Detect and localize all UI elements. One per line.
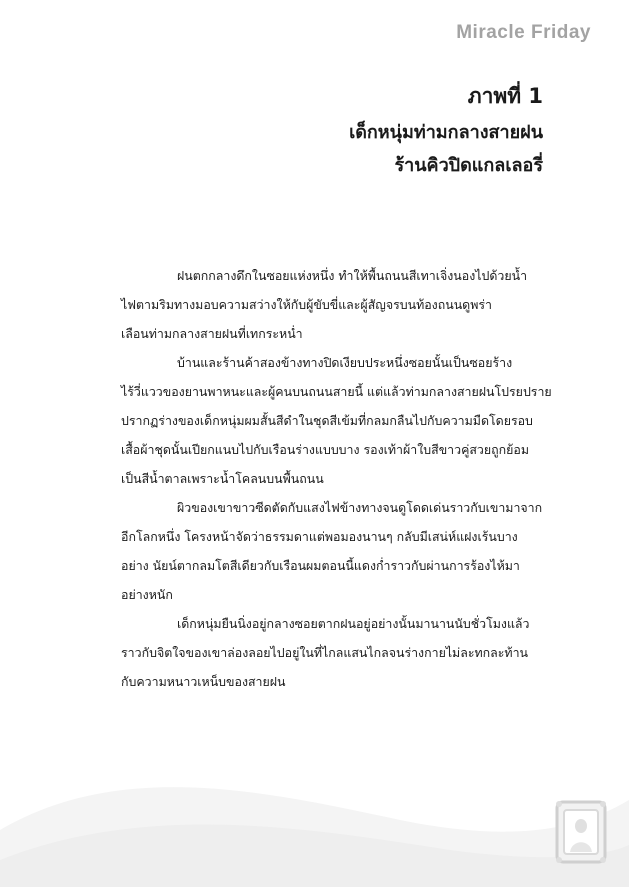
paragraph xyxy=(121,261,558,348)
paragraph xyxy=(121,493,558,609)
chapter-body xyxy=(121,261,558,696)
picture-frame-icon xyxy=(553,799,609,865)
text-line: อย่างหนัก xyxy=(121,587,173,602)
text-line: ปรากฏร่างของเด็กหนุ่มผมสั้นสีดำในชุดสีเข้มที่กลมกลืนไปกับความมืดโดยรอบ xyxy=(121,413,533,428)
text-line: ไร้วี่แววของยานพาหนะและผู้คนบนถนนสายนี้ แต่แล้วท่ามกลางสายฝนโปรยปราย xyxy=(121,384,552,399)
book-title-header: Miracle Friday xyxy=(456,22,591,43)
text-line: เด็กหนุ่มยืนนิ่งอยู่กลางซอยตากฝนอยู่อย่างนั้นมานานนับชั่วโมงแล้ว xyxy=(177,616,530,631)
text-line: ผิวของเขาขาวซีดตัดกับแสงไฟข้างทางจนดูโดดเด่นราวกับเขามาจาก xyxy=(177,500,543,515)
text-line: กับความหนาวเหน็บของสายฝน xyxy=(121,674,286,689)
text-line: บ้านและร้านค้าสองข้างทางปิดเงียบประหนึ่งซอยนั้นเป็นซอยร้าง xyxy=(177,355,513,370)
text-line: เป็นสีน้ำตาลเพราะน้ำโคลนบนพื้นถนน xyxy=(121,471,324,486)
text-line: อีกโลกหนึ่ง โครงหน้าจัดว่าธรรมดาแต่พอมองนานๆ กลับมีเสน่ห์แฝงเร้นบาง xyxy=(121,529,518,544)
chapter-title-line-1: เด็กหนุ่มท่ามกลางสายฝน xyxy=(349,122,543,143)
paragraph xyxy=(121,348,558,493)
paragraph xyxy=(121,609,558,696)
text-line: เสื้อผ้าชุดนั้นเปียกแนบไปกับเรือนร่างแบบบาง รองเท้าผ้าใบสีขาวคู่สวยถูกย้อม xyxy=(121,442,530,457)
chapter-title-line-2: ร้านคิวปิดแกลเลอรี่ xyxy=(394,155,543,176)
chapter-number: ภาพที่ 1 xyxy=(467,84,543,108)
text-line: อย่าง นัยน์ตากลมโตสีเดียวกับเรือนผมตอนนี้แดงก่ำราวกับผ่านการร้องไห้มา xyxy=(121,558,520,573)
text-line: ไฟตามริมทางมอบความสว่างให้กับผู้ขับขี่และผู้สัญจรบนท้องถนนดูพร่า xyxy=(121,297,492,312)
text-line: เลือนท่ามกลางสายฝนที่เทกระหน่ำ xyxy=(121,326,303,341)
text-line: ฝนตกกลางดึกในซอยแห่งหนึ่ง ทำให้พื้นถนนสีเทาเจิ่งนองไปด้วยน้ำ xyxy=(177,268,528,283)
text-line: ราวกับจิตใจของเขาล่องลอยไปอยู่ในที่ไกลแสนไกลจนร่างกายไม่ละทกละท้าน xyxy=(121,645,528,660)
